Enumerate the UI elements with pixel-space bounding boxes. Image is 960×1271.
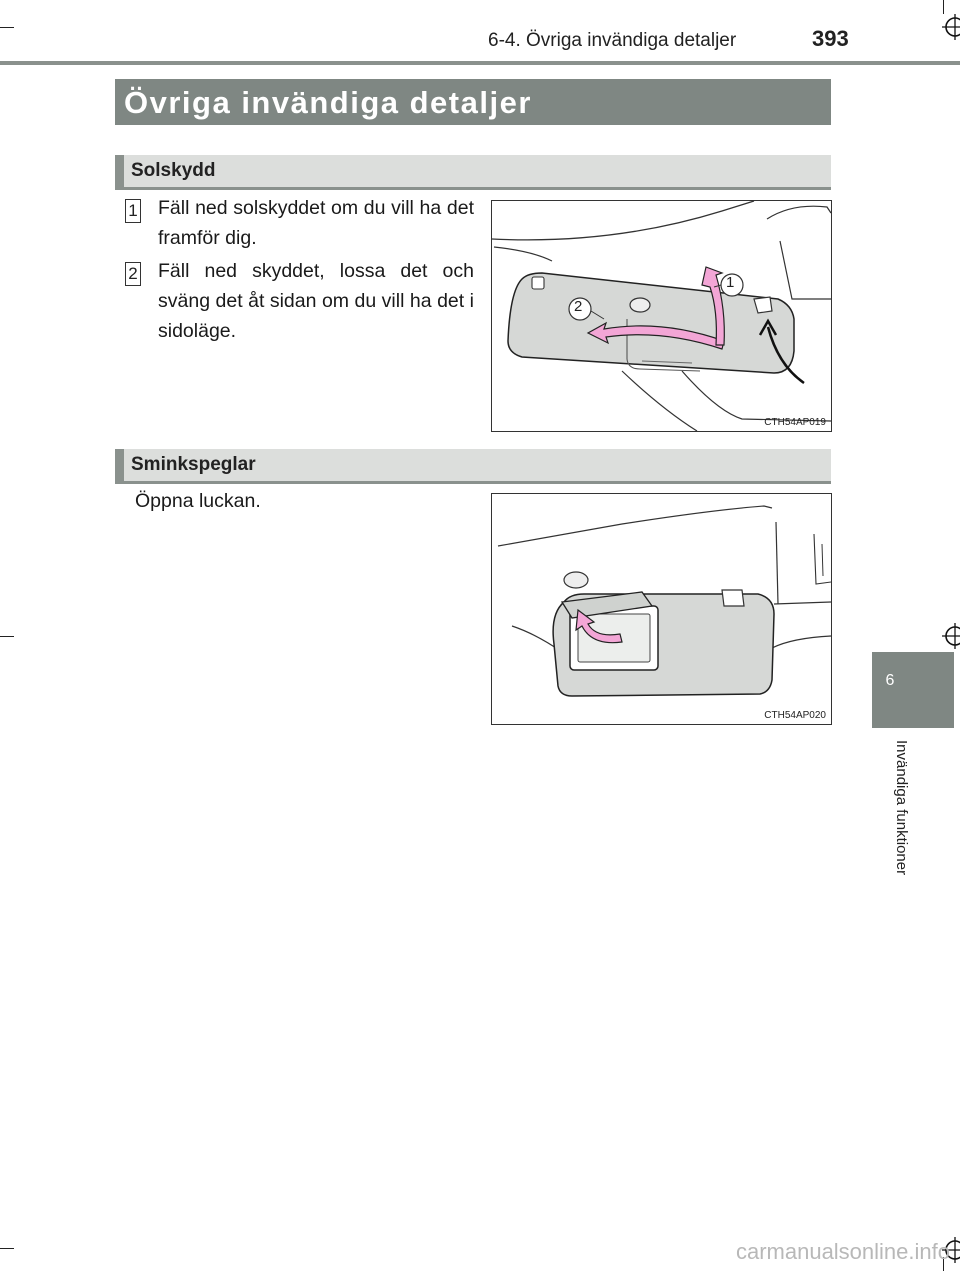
crop-mark [0, 1248, 14, 1249]
crop-mark [943, 0, 944, 14]
section-heading-solskydd: Solskydd [131, 160, 216, 181]
section-heading-bar [115, 155, 831, 190]
callout-2: 2 [574, 298, 583, 315]
registration-mark-icon [942, 14, 960, 40]
sun-visor-drawing [492, 201, 831, 431]
crop-mark [0, 27, 14, 28]
section-heading-sminkspeglar: Sminkspeglar [131, 454, 256, 475]
running-header-title: 6-4. Övriga invändiga detaljer [488, 30, 737, 51]
page-number: 393 [812, 26, 849, 51]
item-marker: 2 [125, 262, 141, 286]
item-marker: 1 [125, 199, 141, 223]
sun-visor-illustration [491, 200, 832, 432]
instruction-text: Fäll ned skyddet, lossa det och sväng det åt sidan om du vill ha det i sidoläge. [158, 260, 474, 342]
chapter-side-tab [872, 652, 954, 728]
chapter-label: Invändiga funktioner [893, 740, 910, 876]
chapter-title: Övriga invändiga detaljer [124, 85, 532, 120]
chapter-number: 6 [885, 672, 895, 689]
vanity-mirror-illustration [491, 493, 832, 725]
instruction-text: Fäll ned solskyddet om du vill ha det framför dig. [158, 197, 474, 249]
figure-code: CTH54AP019 [764, 417, 826, 428]
crop-mark [0, 636, 14, 637]
instruction-text: Öppna luckan. [135, 490, 261, 512]
vanity-mirror-drawing [492, 494, 831, 724]
callout-1: 1 [726, 274, 735, 291]
header-rule [0, 61, 960, 65]
registration-mark-icon [942, 623, 960, 649]
watermark: carmanualsonline.info [735, 1239, 950, 1264]
figure-code: CTH54AP020 [764, 710, 826, 721]
